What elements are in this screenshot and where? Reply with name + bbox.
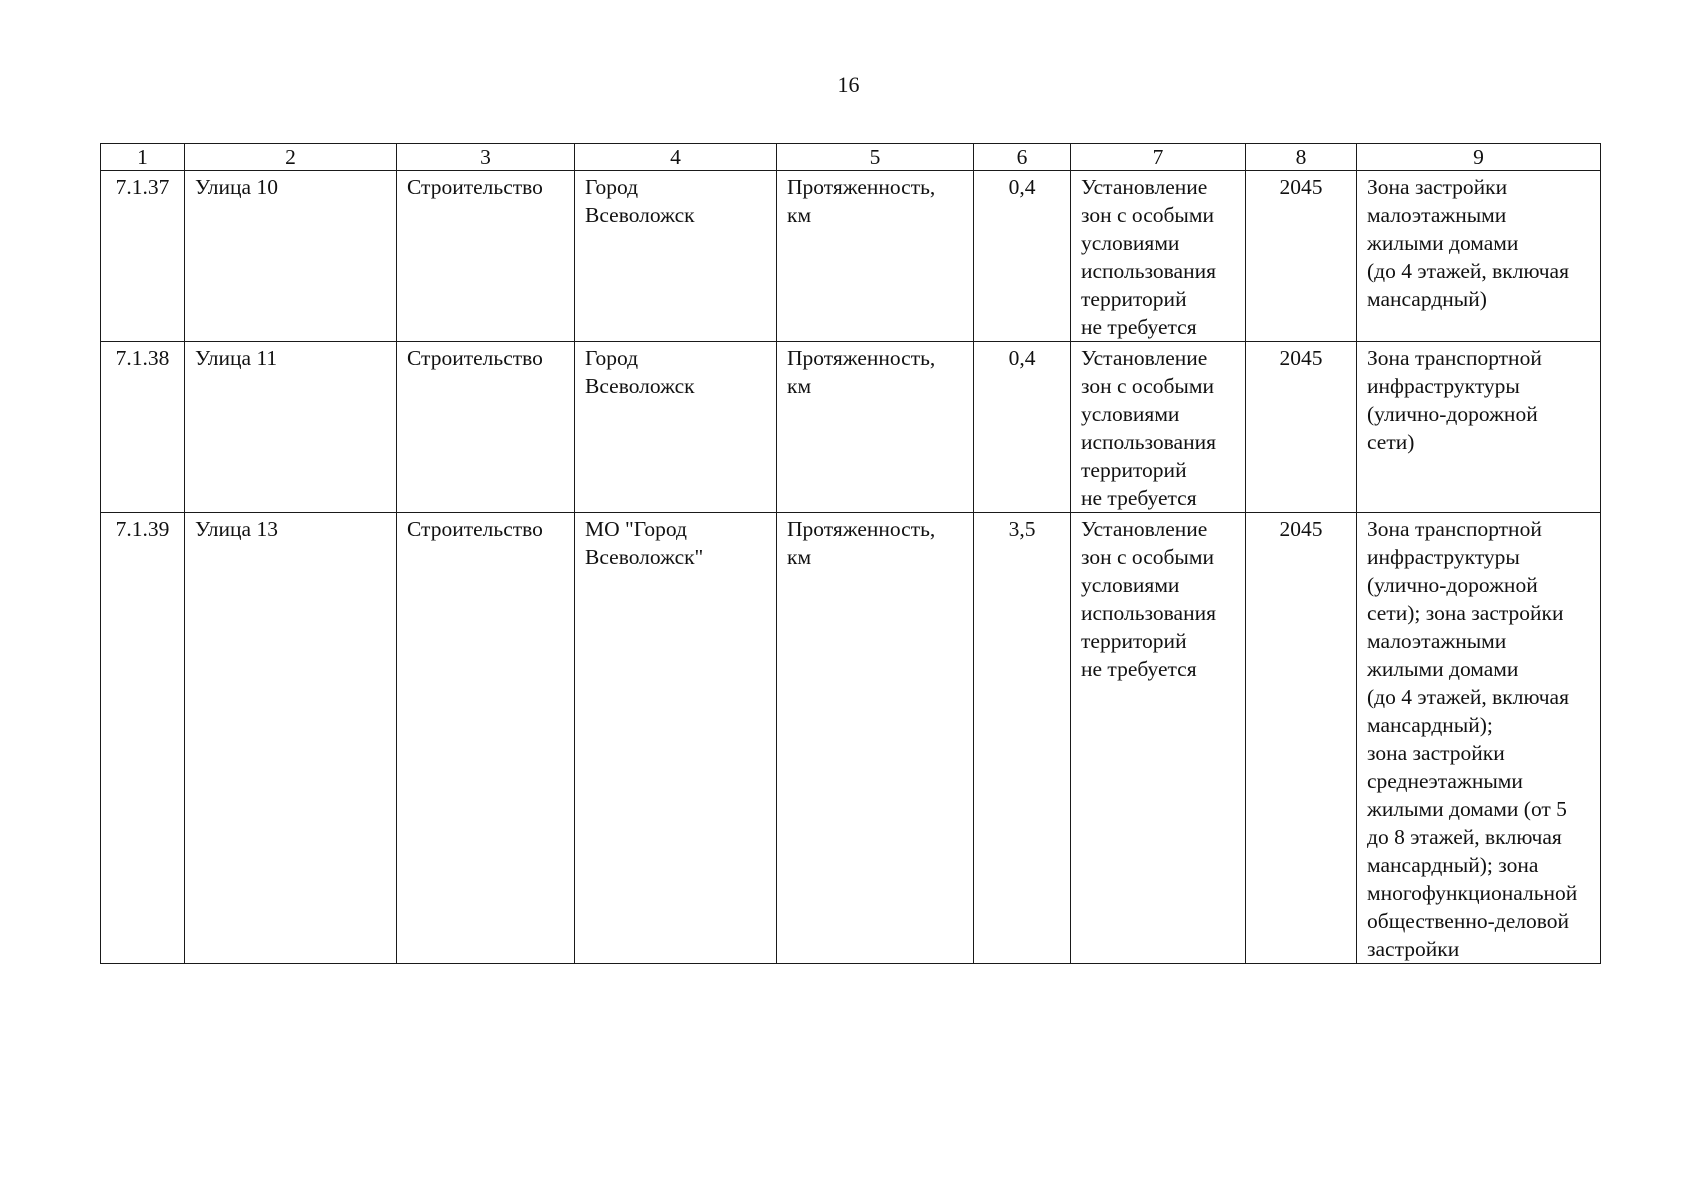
measure-line: Протяженность, bbox=[787, 175, 936, 199]
cell-value: 0,4 bbox=[974, 342, 1071, 513]
zones-note-line: условиями bbox=[1081, 231, 1180, 255]
cell-year: 2045 bbox=[1246, 513, 1357, 964]
cell-id: 7.1.37 bbox=[101, 171, 185, 342]
header-col-3: 3 bbox=[397, 144, 575, 171]
cell-zones-note bbox=[1071, 513, 1246, 964]
header-col-2: 2 bbox=[185, 144, 397, 171]
zone-line: среднеэтажными bbox=[1367, 769, 1523, 793]
header-col-4: 4 bbox=[575, 144, 777, 171]
zone-line: жилыми домами (от 5 bbox=[1367, 797, 1567, 821]
zone-line: инфраструктуры bbox=[1367, 545, 1520, 569]
zones-note-line: Установление bbox=[1081, 175, 1208, 199]
zone-line: (до 4 этажей, включая bbox=[1367, 259, 1569, 283]
cell-zone bbox=[1357, 342, 1601, 513]
zone-line: сети); зона застройки bbox=[1367, 601, 1564, 625]
header-col-6: 6 bbox=[974, 144, 1071, 171]
location-line: Всеволожск bbox=[585, 203, 695, 227]
zones-note-line: Установление bbox=[1081, 517, 1208, 541]
cell-value: 3,5 bbox=[974, 513, 1071, 964]
zone-line: малоэтажными bbox=[1367, 203, 1507, 227]
measure-line: км bbox=[787, 203, 812, 227]
zones-note-line: использования bbox=[1081, 430, 1216, 454]
zones-note-line: условиями bbox=[1081, 573, 1180, 597]
cell-location bbox=[575, 513, 777, 964]
cell-value: 0,4 bbox=[974, 171, 1071, 342]
table-row bbox=[101, 171, 1601, 342]
header-col-7: 7 bbox=[1071, 144, 1246, 171]
location-line: Город bbox=[585, 346, 639, 370]
header-col-8: 8 bbox=[1246, 144, 1357, 171]
measure-line: км bbox=[787, 374, 812, 398]
zones-note-line: не требуется bbox=[1081, 486, 1197, 510]
zone-line: до 8 этажей, включая bbox=[1367, 825, 1562, 849]
zones-note-line: зон с особыми bbox=[1081, 203, 1214, 227]
zone-line: жилыми домами bbox=[1367, 231, 1519, 255]
header-col-1: 1 bbox=[101, 144, 185, 171]
zones-note-line: зон с особыми bbox=[1081, 374, 1214, 398]
zones-note-line: Установление bbox=[1081, 346, 1208, 370]
zone-line: (улично-дорожной bbox=[1367, 402, 1538, 426]
cell-id: 7.1.38 bbox=[101, 342, 185, 513]
zone-line: зона застройки bbox=[1367, 741, 1505, 765]
zone-line: Зона транспортной bbox=[1367, 517, 1542, 541]
cell-zone bbox=[1357, 171, 1601, 342]
zones-note-line: условиями bbox=[1081, 402, 1180, 426]
zone-line: мансардный); bbox=[1367, 713, 1493, 737]
zones-note-line: не требуется bbox=[1081, 657, 1197, 681]
cell-name: Улица 13 bbox=[185, 513, 397, 964]
location-line: Всеволожск" bbox=[585, 545, 704, 569]
cell-id: 7.1.39 bbox=[101, 513, 185, 964]
cell-measure bbox=[777, 171, 974, 342]
cell-action: Строительство bbox=[397, 342, 575, 513]
zone-line: мансардный); зона bbox=[1367, 853, 1539, 877]
cell-name: Улица 10 bbox=[185, 171, 397, 342]
measure-line: Протяженность, bbox=[787, 346, 936, 370]
header-col-5: 5 bbox=[777, 144, 974, 171]
cell-action: Строительство bbox=[397, 513, 575, 964]
cell-measure bbox=[777, 342, 974, 513]
zone-line: Зона застройки bbox=[1367, 175, 1508, 199]
location-line: МО "Город bbox=[585, 517, 687, 541]
zone-line: жилыми домами bbox=[1367, 657, 1519, 681]
zone-line: общественно-деловой bbox=[1367, 909, 1569, 933]
cell-name: Улица 11 bbox=[185, 342, 397, 513]
page-number: 16 bbox=[837, 72, 860, 97]
zone-line: инфраструктуры bbox=[1367, 374, 1520, 398]
zone-line: (улично-дорожной bbox=[1367, 573, 1538, 597]
zone-line: многофункциональной bbox=[1367, 881, 1578, 905]
cell-measure bbox=[777, 513, 974, 964]
table-row bbox=[101, 513, 1601, 964]
cell-zones-note bbox=[1071, 171, 1246, 342]
cell-zone bbox=[1357, 513, 1601, 964]
measure-line: км bbox=[787, 545, 812, 569]
zone-line: малоэтажными bbox=[1367, 629, 1507, 653]
zone-line: застройки bbox=[1367, 937, 1460, 961]
zone-line: мансардный) bbox=[1367, 287, 1487, 311]
cell-year: 2045 bbox=[1246, 171, 1357, 342]
location-line: Всеволожск bbox=[585, 374, 695, 398]
objects-table bbox=[100, 143, 1601, 964]
zone-line: сети) bbox=[1367, 430, 1415, 454]
cell-location bbox=[575, 342, 777, 513]
zones-note-line: территорий bbox=[1081, 458, 1187, 482]
cell-zones-note bbox=[1071, 342, 1246, 513]
zone-line: Зона транспортной bbox=[1367, 346, 1542, 370]
zones-note-line: использования bbox=[1081, 601, 1216, 625]
zones-note-line: не требуется bbox=[1081, 315, 1197, 339]
cell-action: Строительство bbox=[397, 171, 575, 342]
zones-note-line: территорий bbox=[1081, 287, 1187, 311]
zones-note-line: территорий bbox=[1081, 629, 1187, 653]
zones-note-line: использования bbox=[1081, 259, 1216, 283]
zone-line: (до 4 этажей, включая bbox=[1367, 685, 1569, 709]
location-line: Город bbox=[585, 175, 639, 199]
table-row bbox=[101, 342, 1601, 513]
header-col-9: 9 bbox=[1357, 144, 1601, 171]
table-header-row bbox=[101, 144, 1601, 171]
cell-year: 2045 bbox=[1246, 342, 1357, 513]
zones-note-line: зон с особыми bbox=[1081, 545, 1214, 569]
measure-line: Протяженность, bbox=[787, 517, 936, 541]
cell-location bbox=[575, 171, 777, 342]
